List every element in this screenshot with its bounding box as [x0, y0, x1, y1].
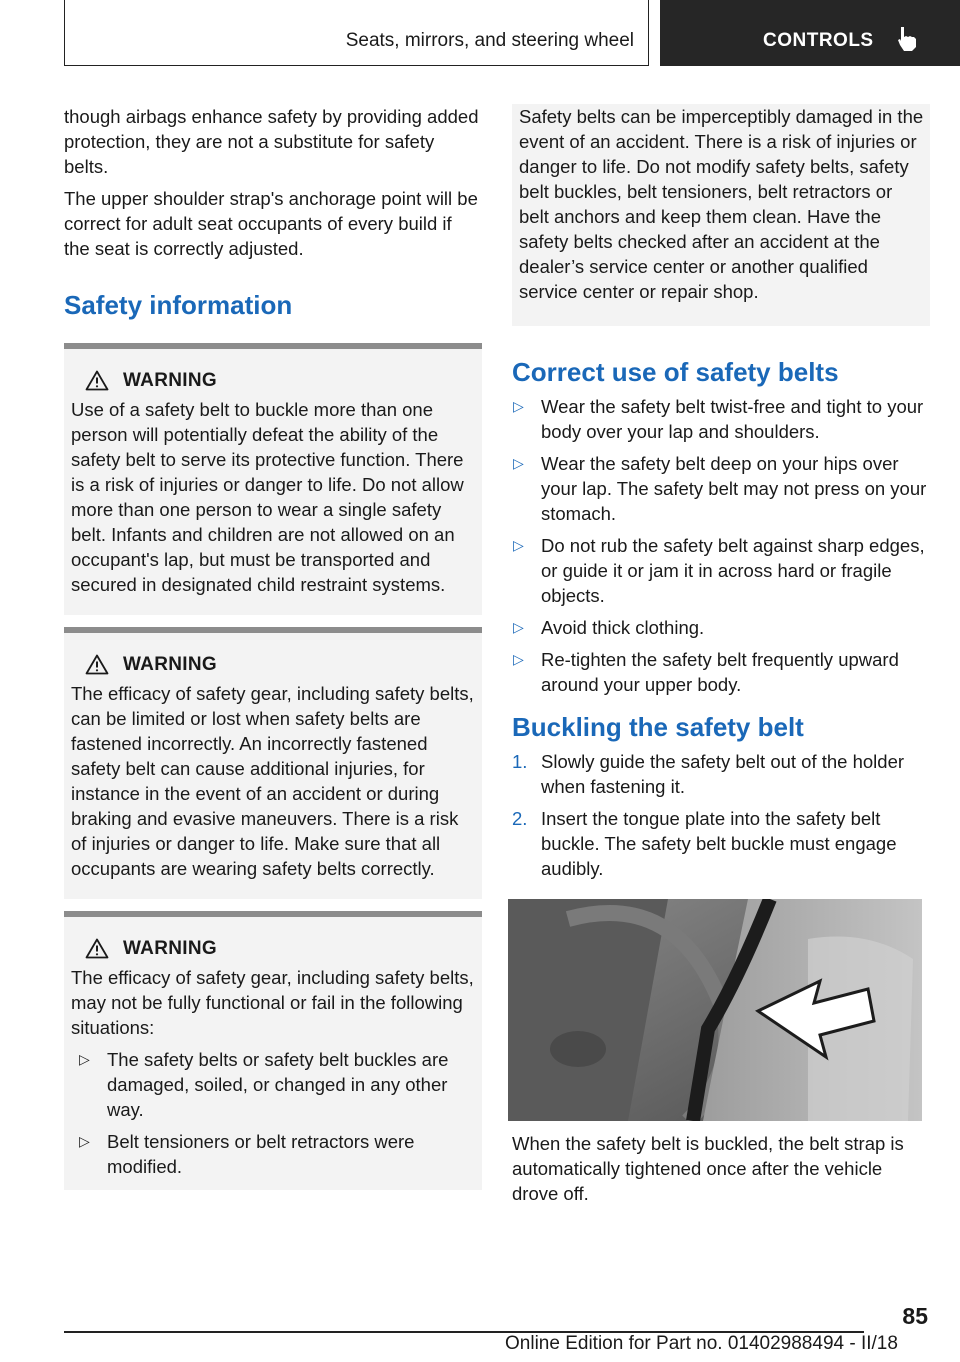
triangle-bullet-icon: ▷ [513, 619, 524, 635]
seat-belt-photo [508, 899, 922, 1121]
warning-header [71, 365, 476, 395]
step-text: Slowly guide the safety belt out of the holder when fastening it. [541, 751, 905, 797]
list-item-text: Do not rub the safety belt against sharp edges, or guide it or jam it in across hard or fragile objects. [541, 535, 925, 606]
list-item [512, 533, 930, 608]
page-number: 85 [902, 1303, 928, 1329]
info-box [512, 104, 930, 326]
triangle-bullet-icon: ▷ [513, 651, 524, 667]
list-item [512, 394, 930, 444]
header-section-title: Seats, mirrors, and steering wheel [345, 30, 634, 51]
list-item-text: The safety belts or safety belt buckles are damaged, soiled, or changed in any other way. [107, 1049, 449, 1120]
triangle-bullet-icon: ▷ [79, 1133, 90, 1149]
warning-text: The efficacy of safety gear, including safety belts, may not be fully functional or fail in the following situations: [71, 967, 474, 1038]
header-chapter [660, 0, 960, 66]
buckling-steps [512, 749, 930, 881]
triangle-bullet-icon: ▷ [513, 455, 524, 471]
warning-triangle-icon [85, 938, 109, 959]
section-heading-safety-information: Safety information [64, 290, 293, 320]
warning-triangle-icon [85, 654, 109, 675]
info-text: Safety belts can be imperceptibly damaged in the event of an accident. There is a risk of injuries or danger to life. Do not modify safety belts, safety belt buckles, belt tensioners, belt retractors or belt anchors and keep them clean. Have the safety belts checked after an accident at the dealer’s service center or another qualified service center or repair shop. [519, 106, 924, 302]
list-item-text: Belt tensioners or belt retractors were modified. [107, 1131, 415, 1177]
list-item [512, 647, 930, 697]
warning-box [64, 627, 482, 899]
list-item [78, 1129, 476, 1179]
warning-header [71, 649, 476, 679]
warning-list [71, 1047, 476, 1179]
warning-text: Use of a safety belt to buckle more than one person will potentially defeat the ability of the safety belt to serve its protective function. There is a risk of injuries or danger to life. Do not allow more than one person to wear a single safety belt. Infants and children are not allowed on an occupant's lap, but must be transported and secured in designated child restraint systems. [71, 399, 464, 595]
section-heading-buckling: Buckling the safety belt [512, 712, 804, 742]
warning-triangle-icon [85, 370, 109, 391]
photo-caption: When the safety belt is buckled, the belt strap is automatically tightened once after the vehicle drove off. [512, 1133, 904, 1204]
list-item-text: Wear the safety belt twist-free and tight to your body over your lap and shoulders. [541, 396, 924, 442]
pointing-hand-icon [895, 25, 921, 53]
warning-text: The efficacy of safety gear, including safety belts, can be limited or lost when safety belts are fastened incorrectly. An incorrectly fastened safety belt can cause additional injuries, for instance in the event of an accident or during braking and evasive maneuvers. There is a risk of injuries or danger to life. Make sure that all occupants are wearing safety belts correctly. [71, 683, 474, 879]
intro-paragraph: The upper shoulder strap's anchorage point will be correct for adult seat occupants of every build if the seat is correctly adjusted. [64, 188, 478, 259]
list-item-text: Re-tighten the safety belt frequently upward around your upper body. [541, 649, 899, 695]
list-item [78, 1047, 476, 1122]
left-column [64, 104, 482, 1202]
warning-box [64, 911, 482, 1190]
triangle-bullet-icon: ▷ [513, 537, 524, 553]
header-section [64, 0, 649, 66]
list-item [512, 615, 930, 640]
warning-label: WARNING [123, 369, 217, 391]
warning-label: WARNING [123, 653, 217, 675]
step-number: 1. [512, 751, 528, 772]
intro-paragraph: though airbags enhance safety by providing added protection, they are not a substitute for safety belts. [64, 106, 479, 177]
step-text: Insert the tongue plate into the safety belt buckle. The safety belt buckle must engage audibly. [541, 808, 897, 879]
section-heading-correct-use: Correct use of safety belts [512, 357, 839, 387]
seat-belt-illustration [508, 899, 922, 1121]
correct-use-list [512, 394, 930, 697]
step-item [512, 749, 930, 799]
list-item [512, 451, 930, 526]
triangle-bullet-icon: ▷ [513, 398, 524, 414]
list-item-text: Wear the safety belt deep on your hips over your lap. The safety belt may not press on your stomach. [541, 453, 927, 524]
right-column [512, 104, 930, 1206]
warning-label: WARNING [123, 937, 217, 959]
edition-note: Online Edition for Part no. 01402988494 - II/18 [505, 1333, 898, 1354]
warning-box [64, 343, 482, 615]
step-number: 2. [512, 808, 528, 829]
step-item [512, 806, 930, 881]
header-chapter-title: CONTROLS [763, 30, 874, 51]
warning-header [71, 933, 476, 963]
triangle-bullet-icon: ▷ [79, 1051, 90, 1067]
list-item-text: Avoid thick clothing. [541, 617, 705, 638]
